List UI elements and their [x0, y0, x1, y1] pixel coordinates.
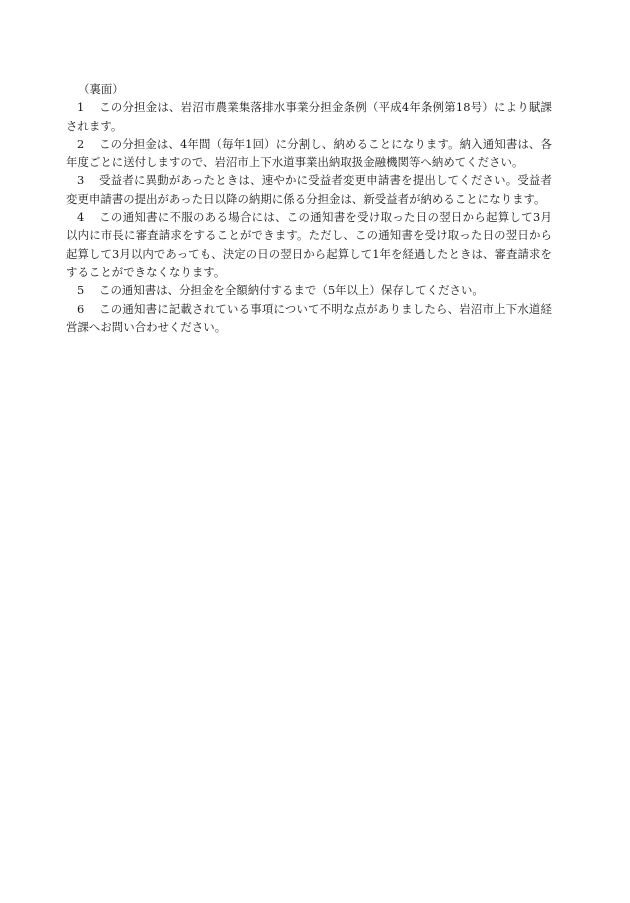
notice-item-6	[66, 300, 552, 337]
item-number: 4	[77, 210, 85, 225]
item-text: この通知書に記載されている事項について不明な点がありましたら、岩沼市上下水道経営課へお問い合わせください。	[66, 301, 552, 334]
notice-item-3	[66, 171, 552, 208]
item-number: 6	[77, 301, 85, 316]
item-text: この分担金は、4年間（毎年1回）に分割し、納めることになります。納入通知書は、各年度ごとに送付しますので、岩沼市上下水道事業出納取扱金融機関等へ納めてください。	[66, 136, 552, 170]
notice-item-1	[66, 98, 552, 135]
item-text: この通知書に不服のある場合には、この通知書を受け取った日の翌日から起算して3月以内に市長に審査請求をすることができます。ただし、この通知書を受け取った日の翌日から起算して3月以内であっても、決定の日の翌日から起算して1年を経過したときは、審査請求をすることができなくなります。	[66, 210, 552, 279]
item-text: 受益者に異動があったときは、速やかに受益者変更申請書を提出してください。受益者変更申請書の提出があった日以降の納期に係る分担金は、新受益者が納めることになります。	[66, 173, 552, 206]
notice-item-5	[66, 281, 552, 299]
notice-back-page	[66, 80, 552, 336]
item-number: 5	[77, 283, 85, 298]
notice-item-2	[66, 135, 552, 172]
item-number: 1	[77, 100, 85, 115]
item-text: この通知書は、分担金を全額納付するまで（5年以上）保存してください。	[99, 283, 484, 298]
notice-item-4	[66, 208, 552, 281]
item-text: この分担金は、岩沼市農業集落排水事業分担金条例（平成4年条例第18号）により賦課されます。	[66, 100, 552, 133]
item-number: 2	[77, 136, 85, 151]
page-heading: （裏面）	[78, 82, 124, 96]
item-number: 3	[77, 173, 85, 188]
